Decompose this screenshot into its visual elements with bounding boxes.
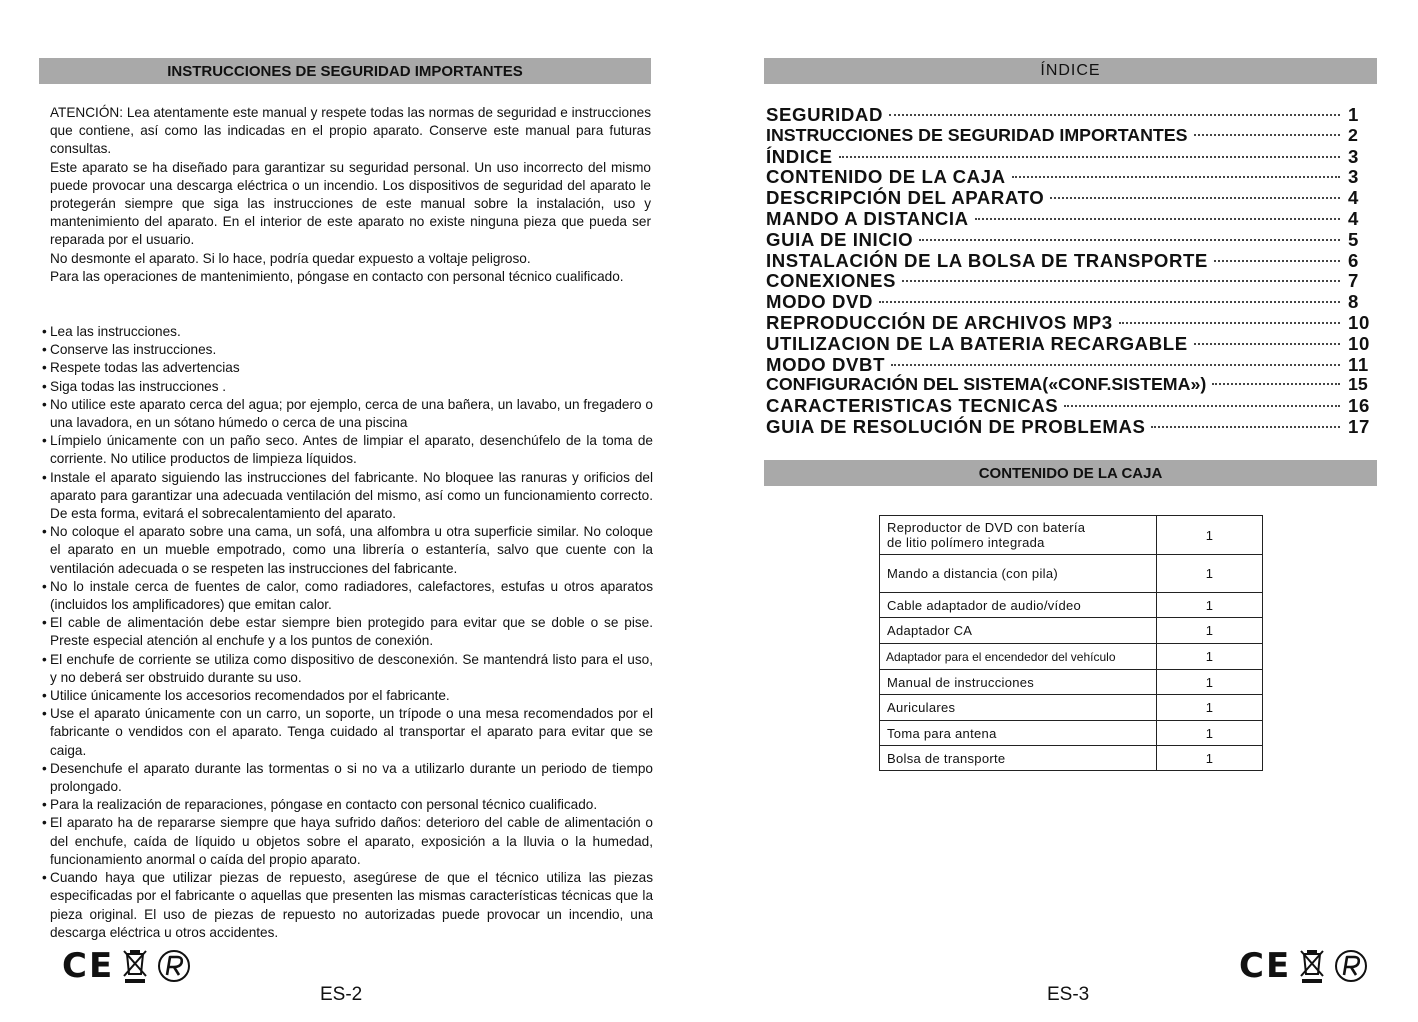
- safety-rule: • Límpielo únicamente con un paño seco. Antes de limpiar el aparato, desenchúfelo de la toma de corriente. No utilice productos de limpieza líquidos.: [42, 432, 653, 468]
- weee-bin-icon: [1299, 948, 1325, 984]
- box-contents-header: CONTENIDO DE LA CAJA: [764, 460, 1377, 486]
- toc-entry-page: 16: [1348, 395, 1370, 417]
- toc-dot-leader: [1012, 176, 1340, 178]
- toc-dot-leader: [889, 114, 1340, 116]
- safety-rule: • Respete todas las advertencias: [42, 359, 653, 377]
- quantity-cell: 1: [1157, 746, 1263, 771]
- toc-entry-label: REPRODUCCIÓN DE ARCHIVOS MP3: [766, 311, 1113, 333]
- toc-entry[interactable]: [766, 374, 1378, 395]
- quantity-cell: 1: [1157, 721, 1263, 746]
- certification-marks: [1239, 946, 1369, 986]
- toc-entry-label: GUIA DE RESOLUCIÓN DE PROBLEMAS: [766, 415, 1146, 437]
- toc-dot-leader: [1119, 322, 1340, 324]
- intro-paragraph: Este aparato se ha diseñado para garantizar su seguridad personal. Un uso incorrecto del mismo puede provocar una descarga eléctrica o un incendio. Los dispositivos de seguridad del aparato le protegerán siempre que siga las instrucciones de este manual sobre la instalación, uso y mantenimiento del aparato. En el interior de este aparato no existe ninguna pieza que pueda ser reparada por el usuario.: [50, 159, 651, 248]
- safety-rules-list: [42, 323, 653, 942]
- table-row: [880, 516, 1263, 555]
- table-row: [880, 746, 1263, 771]
- toc-dot-leader: [975, 218, 1340, 220]
- toc-dot-leader: [1194, 134, 1340, 136]
- toc-dot-leader: [1064, 405, 1340, 407]
- page-number: ES-2: [320, 984, 363, 1005]
- safety-rule: • Instale el aparato siguiendo las instrucciones del fabricante. No bloquee las ranuras y orificios del aparato para garantizar una adecuada ventilación del mismo, así como un funcionamiento correcto. De esta forma, evitará el sobrecalentamiento del aparato.: [42, 469, 653, 524]
- toc-entry-label: INSTALACIÓN DE LA BOLSA DE TRANSPORTE: [766, 249, 1208, 271]
- toc-entry-label: MODO DVD: [766, 291, 874, 313]
- toc-entry[interactable]: [766, 250, 1378, 271]
- safety-rule: • Lea las instrucciones.: [42, 323, 653, 341]
- toc-entry[interactable]: [766, 187, 1378, 208]
- toc-entry-label: INSTRUCCIONES DE SEGURIDAD IMPORTANTES: [766, 124, 1188, 145]
- toc-entry-page: 4: [1348, 187, 1359, 209]
- toc-entry-page: 10: [1348, 311, 1370, 333]
- safety-instructions-header: INSTRUCCIONES DE SEGURIDAD IMPORTANTES: [39, 58, 651, 84]
- toc-entry-page: 5: [1348, 228, 1359, 250]
- toc-entry-page: 10: [1348, 332, 1370, 354]
- table-of-contents: [766, 104, 1378, 437]
- toc-entry-label: SEGURIDAD: [766, 104, 883, 125]
- toc-dot-leader: [1194, 343, 1340, 345]
- toc-dot-leader: [902, 280, 1340, 282]
- safety-rule: • Cuando haya que utilizar piezas de repuesto, asegúrese de que el técnico utiliza las piezas especificadas por el fabricante o aquellas que presenten las mismas características técnicas que la pieza original. El uso de piezas de repuesto no autorizadas puede provocar un incendio, una descarga eléctrica u otros accidentes.: [42, 869, 653, 942]
- item-cell: Toma para antena: [880, 721, 1157, 746]
- table-row: [880, 695, 1263, 721]
- toc-dot-leader: [1050, 197, 1340, 199]
- toc-entry-page: 6: [1348, 249, 1359, 271]
- toc-dot-leader: [1151, 426, 1340, 428]
- toc-entry-page: 2: [1348, 124, 1358, 145]
- safety-rule: • Siga todas las instrucciones .: [42, 378, 653, 396]
- safety-rule: • Utilice únicamente los accesorios recomendados por el fabricante.: [42, 687, 653, 705]
- toc-entry-label: CONTENIDO DE LA CAJA: [766, 166, 1006, 188]
- index-header: ÍNDICE: [764, 58, 1377, 84]
- quantity-cell: 1: [1157, 644, 1263, 670]
- quantity-cell: 1: [1157, 618, 1263, 644]
- toc-entry-page: 7: [1348, 270, 1359, 292]
- toc-entry-label: CARACTERISTICAS TECNICAS: [766, 395, 1059, 417]
- table-row: [880, 670, 1263, 695]
- safety-rule: • El enchufe de corriente se utiliza como dispositivo de desconexión. Se mantendrá listo para el uso, y no deberá ser obstruido durante su uso.: [42, 651, 653, 687]
- item-cell: Manual de instrucciones: [880, 670, 1157, 695]
- toc-entry[interactable]: [766, 229, 1378, 250]
- toc-entry-label: CONEXIONES: [766, 270, 896, 292]
- safety-rule: • No coloque el aparato sobre una cama, un sofá, una alfombra u otra superficie similar. No coloque el aparato en un mueble empotrado, como una librería o estantería, salvo que cuente con la ventilación adecuada o se respeten las instrucciones del fabricante.: [42, 523, 653, 578]
- toc-entry-page: 4: [1348, 207, 1359, 229]
- toc-entry[interactable]: [766, 333, 1378, 354]
- page-number: ES-3: [1047, 984, 1090, 1005]
- toc-dot-leader: [1212, 383, 1340, 385]
- toc-entry[interactable]: [766, 416, 1378, 437]
- safety-rule: • Conserve las instrucciones.: [42, 341, 653, 359]
- item-cell: Bolsa de transporte: [880, 746, 1157, 771]
- item-cell: Mando a distancia (con pila): [880, 555, 1157, 593]
- safety-rule: • El cable de alimentación debe estar siempre bien protegido para evitar que se doble o se pise. Preste especial atención al enchufe y a los puntos de conexión.: [42, 614, 653, 650]
- item-cell: Adaptador para el encendedor del vehículo: [880, 644, 1157, 670]
- weee-bin-icon: [122, 948, 148, 984]
- safety-rule: • El aparato ha de repararse siempre que haya sufrido daños: deterioro del cable de alimentación o del enchufe, caída de líquido u objetos sobre el aparato, exposición a la lluvia o la humedad, funcionamiento anormal o caída del propio aparato.: [42, 814, 653, 869]
- quantity-cell: 1: [1157, 555, 1263, 593]
- intro-paragraph: Para las operaciones de mantenimiento, póngase en contacto con personal técnico cualificado.: [50, 268, 624, 284]
- toc-entry-label: UTILIZACION DE LA BATERIA RECARGABLE: [766, 332, 1188, 354]
- toc-entry-label: MODO DVBT: [766, 353, 886, 375]
- toc-entry-page: 3: [1348, 166, 1359, 188]
- toc-entry-label: CONFIGURACIÓN DEL SISTEMA(«CONF.SISTEMA»): [766, 374, 1207, 395]
- toc-entry-label: MANDO A DISTANCIA: [766, 207, 969, 229]
- toc-dot-leader: [879, 301, 1340, 303]
- safety-rule: • Desenchufe el aparato durante las tormentas o si no va a utilizarlo durante un periodo de tiempo prolongado.: [42, 760, 653, 796]
- toc-entry-page: 17: [1348, 415, 1370, 437]
- page-es-3: [709, 0, 1418, 1022]
- toc-dot-leader: [839, 156, 1340, 158]
- table-row: [880, 618, 1263, 644]
- toc-entry-page: 3: [1348, 145, 1359, 167]
- item-name-line: Reproductor de DVD con batería: [887, 520, 1086, 535]
- intro-paragraph: No desmonte el aparato. Si lo hace, podría quedar expuesto a voltaje peligroso.: [50, 250, 531, 266]
- toc-entry-label: DESCRIPCIÓN DEL APARATO: [766, 187, 1045, 209]
- quantity-cell: 1: [1157, 593, 1263, 618]
- toc-dot-leader: [1214, 260, 1340, 262]
- table-row: [880, 644, 1263, 670]
- table-row: [880, 721, 1263, 746]
- item-cell: Auriculares: [880, 695, 1157, 721]
- safety-rule: • No lo instale cerca de fuentes de calor, como radiadores, calefactores, estufas u otros aparatos (incluidos los amplificadores) que emitan calor.: [42, 578, 653, 614]
- toc-entry-page: 1: [1348, 104, 1359, 125]
- toc-entry[interactable]: [766, 354, 1378, 375]
- safety-rule: • No utilice este aparato cerca del agua; por ejemplo, cerca de una bañera, un lavabo, un fregadero o una lavadora, en un sótano húmedo o cerca de una piscina: [42, 396, 653, 432]
- toc-entry[interactable]: [766, 125, 1378, 146]
- quantity-cell: 1: [1157, 670, 1263, 695]
- toc-entry[interactable]: [766, 395, 1378, 416]
- quantity-cell: 1: [1157, 695, 1263, 721]
- toc-entry-label: ÍNDICE: [766, 145, 833, 167]
- item-cell: [880, 516, 1157, 555]
- safety-rule: • Use el aparato únicamente con un carro, un soporte, un trípode o una mesa recomendados por el fabricante o vendidos con el aparato. Tenga cuidado al transportar el aparato para evitar que se caiga.: [42, 705, 653, 760]
- table-row: [880, 555, 1263, 593]
- toc-dot-leader: [891, 364, 1340, 366]
- toc-entry-label: GUIA DE INICIO: [766, 228, 914, 250]
- toc-entry-page: 11: [1348, 353, 1369, 375]
- toc-entry-page: 8: [1348, 291, 1359, 313]
- safety-rule: • Para la realización de reparaciones, póngase en contacto con personal técnico cualificado.: [42, 796, 653, 814]
- certification-marks: [62, 946, 192, 986]
- item-cell: Adaptador CA: [880, 618, 1157, 644]
- toc-entry-page: 15: [1348, 374, 1368, 395]
- rohs-mark-icon: [1333, 948, 1369, 984]
- ce-mark-icon: CE: [62, 946, 115, 986]
- item-name-line: de litio polímero integrada: [887, 535, 1045, 550]
- toc-entry[interactable]: [766, 270, 1378, 291]
- item-cell: Cable adaptador de audio/vídeo: [880, 593, 1157, 618]
- toc-entry[interactable]: [766, 146, 1378, 167]
- toc-entry[interactable]: [766, 166, 1378, 187]
- table-row: [880, 593, 1263, 618]
- quantity-cell: 1: [1157, 516, 1263, 555]
- toc-entry[interactable]: [766, 104, 1378, 125]
- attention-intro: [50, 104, 651, 286]
- ce-mark-icon: CE: [1239, 946, 1292, 986]
- toc-entry[interactable]: [766, 291, 1378, 312]
- toc-dot-leader: [919, 239, 1340, 241]
- toc-entry[interactable]: [766, 312, 1378, 333]
- intro-paragraph: ATENCIÓN: Lea atentamente este manual y respete todas las normas de seguridad e instrucciones que contiene, así como las indicadas en el propio aparato. Conserve este manual para futuras consultas.: [50, 105, 651, 157]
- rohs-mark-icon: [156, 948, 192, 984]
- box-contents-table: [879, 515, 1263, 771]
- toc-entry[interactable]: [766, 208, 1378, 229]
